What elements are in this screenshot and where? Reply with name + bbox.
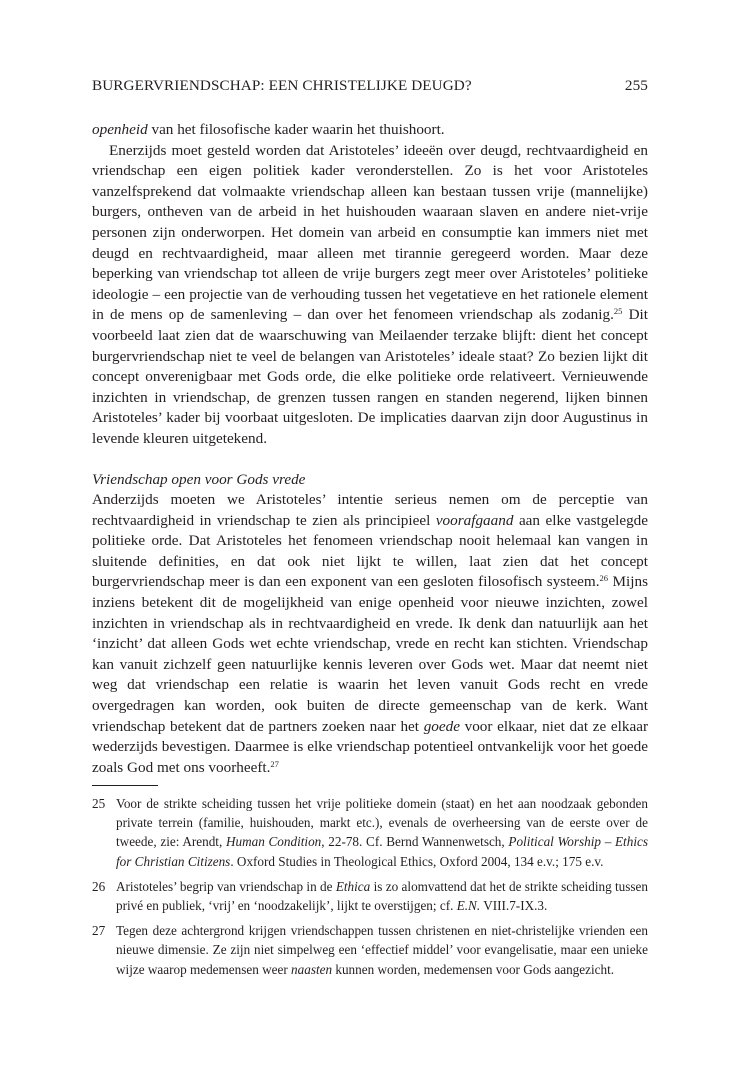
footnote-text: Tegen deze achtergrond krijgen vriendschappen tussen christenen en niet-christelijke vrienden een nieuwe dimensie. Ze zijn niet simpelweg een ‘effectief middel’ voor evangelisatie, maar een unieke wijze waarop medemensen weer naasten kunnen worden, medemensen voor Gods aangezicht. [116, 923, 648, 977]
emphasis: openheid [92, 121, 148, 138]
main-text [92, 120, 648, 778]
emphasis: goede [423, 717, 460, 735]
footnote-26 [92, 877, 648, 915]
emphasis: voorafgaand [435, 511, 514, 529]
footnote-25 [92, 794, 648, 871]
footnote-ref-25[interactable]: 25 [613, 306, 623, 317]
footnote-number: 26 [92, 878, 106, 894]
footnote-ref-27[interactable]: 27 [270, 758, 279, 769]
running-title: BURGERVRIENDSCHAP: EEN CHRISTELIJKE DEUGD? [92, 77, 472, 94]
page-number: 255 [624, 77, 648, 94]
running-header [92, 77, 648, 99]
paragraph-enerzijds: Enerzijds moet gesteld worden dat Aristoteles’ ideeën over deugd, rechtvaardigheid en vriendschap een eigen politiek kader veronderstellen. Zo is het voor Aristoteles vanzelfsprekend dat volmaakte vriendschap alleen kan bestaan tussen vrije (mannelijke) burgers, ontheven van de arbeid in het huishouden waaraan slaven en andere niet-vrije personen zijn onderworpen. Het domein van arbeid en consumptie kan immers niet met deugd en rechtvaardigheid, maar alleen met tirannie geregeerd worden. Maar deze beperking van vriendschap tot alleen de vrije burgers zegt meer over Aristoteles’ politieke ideologie – een projectie van de verhouding tussen het vegetatieve en het rationele element in de mens op de samenleving – dan over het fenomeen vriendschap als zodanig.$^{25}$ Dit voorbeeld laat zien dat de waarschuwing van Meilaender terzake blijft: dient het concept burgervriendschap niet te veel de belangen van Aristoteles’ ideale staat? Zo bezien lijkt dit concept onverenigbaar met Gods orde, die elke politieke orde relativeert. Vernieuwende inzichten in vriendschap, de grenzen tussen rangen en standen negerend, lijken binnen Aristoteles’ kader bij voorbaat uitgesloten. De implicaties daarvan zijn door Augustinus in levende kleuren uitgetekend. [92, 141, 648, 447]
footnote-text: Voor de strikte scheiding tussen het vrije politieke domein (staat) en het aan noodzaak gebonden private terrein (familie, huishouden, markt etc.), evenals de overheersing van de eerste over de tweede, zie: Arendt, Human Condition, 22-78. Cf. Bernd Wannenwetsch, Political Worship – Ethics for Christian Citizens. Oxford Studies in Theological Ethics, Oxford 2004, 134 e.v.; 175 e.v. [116, 796, 648, 869]
footnote-27 [92, 921, 648, 979]
footnote-text: Aristoteles’ begrip van vriendschap in de Ethica is zo alomvattend dat het de strikte scheiding tussen privé en publiek, ‘vrij’ en ‘noodzakelijk’, lijkt te overstijgen; cf. E.N. VIII.7-IX.3. [116, 878, 648, 914]
paragraph-anderzijds: Anderzijds moeten we Aristoteles’ intentie serieus nemen om de perceptie van rechtvaardigheid in vriendschap te zien als principieel voorafgaand aan elke vastgelegde politieke orde. Dat Aristoteles het fenomeen vriendschap nooit helemaal kan vangen in sluitende definities, en dat ook niet lijkt te willen, laat zien dat het concept burgervriendschap meer is dan een exponent van een gesloten filosofisch systeem.$^{26}$ Mijns inziens betekent dit de mogelijkheid van enige openheid voor nieuwe inzichten, zowel inzichten in vriendschap als in rechtvaardigheid en vrede. Ik denk dan natuurlijk aan het ‘inzicht’ dat alleen Gods wet echte vriendschap, vrede en recht kan stichten. Vriendschap kan vanuit zichzelf geen natuurlijke kennis leveren over Gods wet. Maar dat neemt niet weg dat vriendschap een relatie is waarin het leven vanuit Gods recht en vrede overgedragen kan worden, ook buiten de directe gemeenschap van de kerk. Want vriendschap betekent dat de partners zoeken naar het goede voor elkaar, niet dat ze elkaar wederzijds bevestigen. Daarmee is elke vriendschap potentieel ontvankelijk voor het goede zoals God met ons voorheeft.$^{27}$ [92, 491, 648, 776]
paragraph-continuation: openheid van het filosofische kader waarin het thuishoort. [92, 121, 445, 138]
footnote-separator [92, 785, 158, 786]
footnote-number: 25 [92, 796, 106, 811]
section-heading: Vriendschap open voor Gods vrede [92, 470, 306, 488]
footnote-ref-26[interactable]: 26 [599, 573, 609, 584]
footnotes [92, 794, 648, 985]
footnote-number: 27 [92, 923, 106, 939]
